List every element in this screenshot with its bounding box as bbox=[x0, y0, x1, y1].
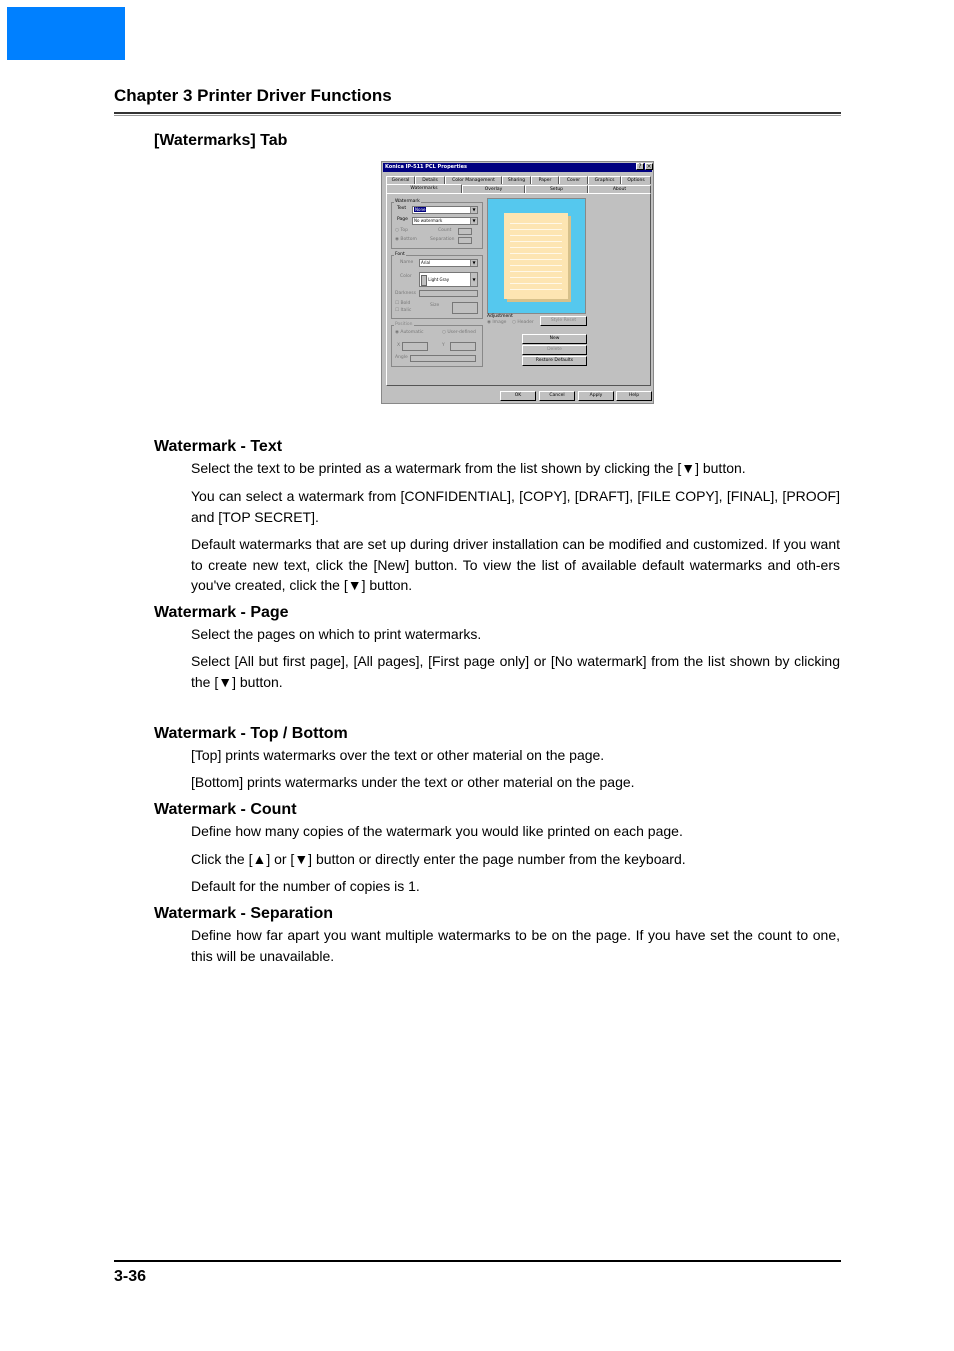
count-label: Count bbox=[438, 228, 452, 233]
preview-paper bbox=[504, 213, 568, 299]
section-heading-text: Watermark - Text bbox=[154, 438, 283, 455]
header-rule-thin bbox=[114, 115, 841, 116]
tab-heading: [Watermarks] Tab bbox=[154, 132, 288, 149]
automatic-label: Automatic bbox=[400, 330, 424, 335]
size-label: Size bbox=[430, 303, 440, 308]
apply-button[interactable]: Apply bbox=[578, 391, 614, 401]
tab-general[interactable]: General bbox=[386, 176, 415, 184]
text-label: Text bbox=[397, 206, 407, 211]
font-name-select[interactable] bbox=[419, 259, 478, 267]
chapter-color-tab bbox=[7, 7, 125, 60]
user-defined-label: User-defined bbox=[447, 330, 476, 335]
darkness-slider[interactable] bbox=[419, 290, 478, 297]
text-para-2: You can select a watermark from [CONFIDENTIAL], [COPY], [DRAFT], [FILE COPY], [FINAL], [PROOF] and [TOP SECRET]. bbox=[191, 488, 840, 525]
header-rule bbox=[114, 112, 841, 114]
italic-checkbox[interactable]: ☐ Italic bbox=[395, 308, 412, 313]
bottom-radio-label: Bottom bbox=[400, 237, 417, 242]
angle-label: Angle bbox=[395, 355, 408, 360]
watermark-preview bbox=[487, 198, 586, 314]
text-para-1: Select the text to be printed as a watermark from the list shown by clicking the [▼] button. bbox=[191, 460, 746, 476]
page-para-2: Select [All but first page], [All pages], [First page only] or [No watermark] from the list shown by clicking the [▼] button. bbox=[191, 653, 840, 690]
italic-label: Italic bbox=[400, 308, 412, 313]
top-radio[interactable]: ○ Top bbox=[395, 228, 408, 233]
x-label: X bbox=[397, 343, 401, 348]
tab-graphics[interactable]: Graphics bbox=[588, 176, 621, 184]
font-color-value: Light Gray bbox=[428, 277, 450, 282]
separation-para-1: Define how far apart you want multiple watermarks to be on the page. If you have set the count to one, this will be unavailable. bbox=[191, 927, 840, 964]
properties-dialog-screenshot bbox=[381, 161, 654, 404]
bold-label: Bold bbox=[400, 301, 411, 306]
text-para-3: Default watermarks that are set up during driver installation can be modified and customized. If you want to create new text, click the [New] button. To view the list of available default watermarks and oth-ers you've created, click the [▼] button. bbox=[191, 536, 840, 593]
font-group-label: Font bbox=[395, 252, 405, 257]
user-defined-radio[interactable]: ○ User-defined bbox=[442, 330, 476, 335]
dialog-title-bar bbox=[383, 163, 652, 172]
image-label: Image bbox=[492, 320, 507, 325]
page-select[interactable] bbox=[412, 217, 478, 225]
tab-about[interactable]: About bbox=[588, 185, 651, 193]
darkness-label: Darkness bbox=[395, 291, 416, 296]
header-label: Header bbox=[517, 320, 534, 325]
y-label: Y bbox=[442, 343, 445, 348]
top-radio-label: Top bbox=[400, 228, 408, 233]
page-para-1: Select the pages on which to print watermarks. bbox=[191, 626, 482, 642]
section-heading-separation: Watermark - Separation bbox=[154, 905, 334, 922]
delete-button[interactable]: Delete bbox=[522, 345, 587, 355]
x-stepper[interactable] bbox=[402, 342, 428, 351]
count-para-2: Click the [▲] or [▼] button or directly enter the page number from the keyboard. bbox=[191, 851, 686, 867]
tab-sharing[interactable]: Sharing bbox=[502, 176, 531, 184]
new-button[interactable]: New bbox=[522, 334, 587, 344]
tab-setup[interactable]: Setup bbox=[525, 185, 588, 193]
ok-button[interactable]: OK bbox=[500, 391, 536, 401]
tab-options[interactable]: Options bbox=[621, 176, 651, 184]
adjustment-label: Adjustment bbox=[487, 314, 513, 319]
separation-stepper[interactable] bbox=[458, 237, 472, 244]
separation-label: Separation bbox=[430, 237, 455, 242]
size-stepper[interactable] bbox=[452, 302, 478, 314]
cancel-button[interactable]: Cancel bbox=[539, 391, 575, 401]
restore-defaults-button[interactable]: Restore Defaults bbox=[522, 356, 587, 366]
text-select[interactable] bbox=[412, 206, 478, 214]
watermark-group-label: Watermark bbox=[395, 199, 420, 204]
footer-rule bbox=[114, 1260, 841, 1262]
page-select-value: No watermark bbox=[414, 218, 443, 223]
chevron-down-icon[interactable]: ▼ bbox=[470, 273, 477, 286]
tab-details[interactable]: Details bbox=[415, 176, 445, 184]
text-select-value: None bbox=[415, 207, 426, 212]
tab-watermarks[interactable]: Watermarks bbox=[386, 184, 462, 194]
count-stepper[interactable] bbox=[458, 228, 472, 235]
color-label: Color bbox=[400, 274, 412, 279]
y-stepper[interactable] bbox=[450, 342, 476, 351]
section-heading-topbottom: Watermark - Top / Bottom bbox=[154, 725, 348, 742]
chapter-title: Chapter 3 Printer Driver Functions bbox=[114, 86, 392, 105]
chevron-down-icon[interactable]: ▼ bbox=[470, 207, 477, 213]
tab-overlay[interactable]: Overlay bbox=[462, 185, 525, 193]
font-color-select[interactable] bbox=[419, 272, 478, 287]
topbottom-para-1: [Top] prints watermarks over the text or other material on the page. bbox=[191, 747, 605, 763]
font-name-value: Arial bbox=[421, 260, 431, 265]
tab-color-management[interactable]: Color Management bbox=[445, 176, 502, 184]
count-para-1: Define how many copies of the watermark you would like printed on each page. bbox=[191, 823, 683, 839]
chevron-down-icon[interactable]: ▼ bbox=[470, 218, 477, 224]
dialog-close-button[interactable]: × bbox=[646, 163, 652, 170]
header-radio[interactable]: ○ Header bbox=[512, 320, 534, 325]
topbottom-para-2: [Bottom] prints watermarks under the text or other material on the page. bbox=[191, 774, 635, 790]
tab-cover[interactable]: Cover bbox=[559, 176, 588, 184]
count-para-3: Default for the number of copies is 1. bbox=[191, 878, 420, 894]
angle-slider[interactable] bbox=[410, 355, 476, 362]
tab-paper[interactable]: Paper bbox=[531, 176, 559, 184]
dialog-help-button[interactable]: ? bbox=[636, 163, 644, 170]
dialog-title: Konica IP-511 PCL Properties bbox=[385, 164, 467, 170]
bottom-radio[interactable]: ◉ Bottom bbox=[395, 237, 417, 242]
section-heading-page: Watermark - Page bbox=[154, 604, 289, 621]
help-button[interactable]: Help bbox=[616, 391, 652, 401]
position-group-label: Position bbox=[395, 322, 413, 327]
page-number: 3-36 bbox=[114, 1268, 147, 1285]
style-reset-button[interactable]: Style Reset bbox=[540, 316, 587, 326]
name-label: Name bbox=[400, 260, 414, 265]
bold-checkbox[interactable]: ☐ Bold bbox=[395, 301, 411, 306]
page-label: Page bbox=[397, 217, 408, 222]
section-heading-count: Watermark - Count bbox=[154, 801, 297, 818]
color-swatch bbox=[421, 275, 427, 286]
image-radio[interactable]: ◉ Image bbox=[487, 320, 507, 325]
chevron-down-icon[interactable]: ▼ bbox=[470, 260, 477, 266]
automatic-radio[interactable]: ◉ Automatic bbox=[395, 330, 424, 335]
